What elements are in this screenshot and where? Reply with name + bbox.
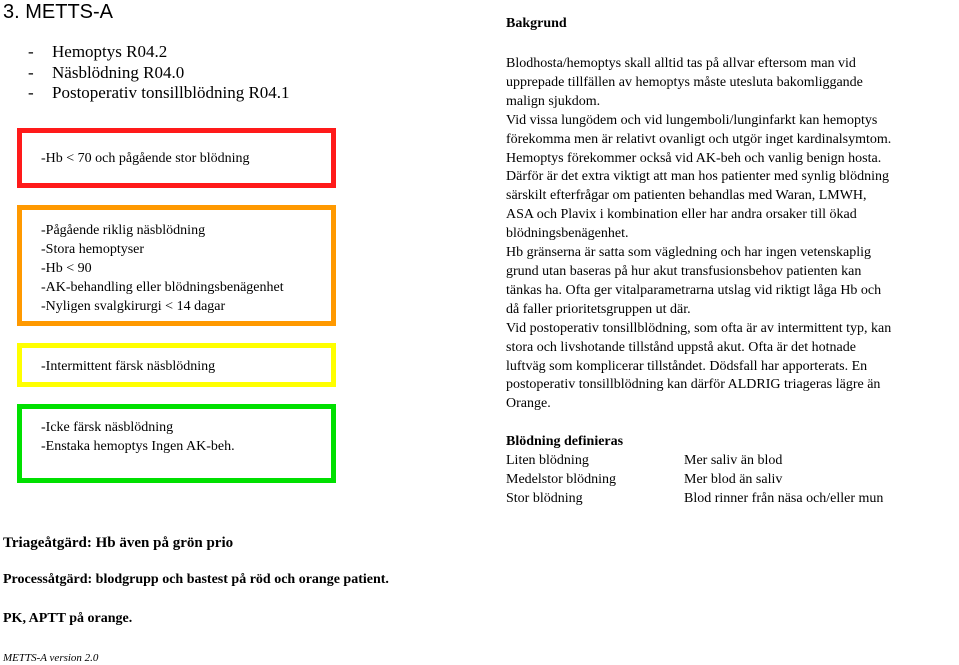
diagnosis-item — [28, 83, 290, 104]
background-line: malign sjukdom. — [506, 93, 601, 109]
section-title: 3. METTS-A — [3, 1, 114, 23]
background-line: grund utan baseras på hur akut transfusionsbehov patienten kan — [506, 263, 862, 279]
red-criterion: -Hb < 70 och pågående stor blödning — [41, 151, 250, 166]
definition-row — [506, 470, 883, 489]
definition-row — [506, 451, 883, 470]
background-line: Därför är det extra viktigt att man hos patienter med synlig blödning — [506, 169, 889, 185]
background-line: ASA och Plavix i kombination eller har andra orsaker till ökad — [506, 207, 857, 223]
background-line: Vid postoperativ tonsillblödning, som ofta är av intermittent typ, kan — [506, 320, 892, 336]
background-line: Hb gränserna är satta som vägledning och har ingen vetenskaplig — [506, 245, 872, 261]
diagnosis-item — [28, 63, 290, 84]
footer-version: METTS-A version 2.0 — [3, 652, 99, 664]
background-line: då faller prioritetsgruppen ut där. — [506, 301, 691, 317]
diagnosis-list — [28, 42, 290, 104]
list-dash: - — [28, 42, 34, 61]
definition-term: Stor blödning — [506, 491, 583, 506]
definition-text: Mer saliv än blod — [684, 453, 783, 468]
diagnosis-label: Näsblödning R04.0 — [52, 62, 185, 82]
background-line: tänkas ha. Ofta ger vitalparametrarna utslag vid riktigt låga Hb och — [506, 282, 882, 298]
background-line: särskilt efterfrågar om patienten behandlas med Waran, LMWH, — [506, 188, 867, 204]
diagnosis-item — [28, 42, 290, 63]
background-line: Blodhosta/hemoptys skall alltid tas på allvar eftersom man vid — [506, 56, 856, 71]
orange-criterion: -Nyligen svalgkirurgi < 14 dagar — [41, 299, 226, 314]
background-line: luftväg som komplicerar tillståndet. Dödsfall har apporterats. En — [506, 358, 868, 374]
bleeding-definitions-table — [506, 451, 883, 508]
triage-box-yellow — [17, 343, 336, 387]
orange-criterion: -Hb < 90 — [41, 261, 92, 276]
green-criterion: -Icke färsk näsblödning — [41, 420, 174, 435]
orange-criterion: -AK-behandling eller blödningsbenägenhet — [41, 280, 284, 295]
pk-aptt-note: PK, APTT på orange. — [3, 611, 133, 626]
orange-criterion: -Stora hemoptyser — [41, 242, 145, 257]
background-line: stora och livshotande tillstånd uppstå akut. Ofta är det hotnade — [506, 339, 856, 355]
bleeding-definitions-heading: Blödning definieras — [506, 434, 624, 449]
yellow-criterion: -Intermittent färsk näsblödning — [41, 359, 216, 374]
triage-action: Triageåtgärd: Hb även på grön prio — [3, 535, 234, 551]
background-line: förekomma men är relativt ovanligt och utgör inget kardinalsymtom. — [506, 131, 892, 147]
background-heading: Bakgrund — [506, 16, 567, 31]
definition-term: Medelstor blödning — [506, 472, 617, 487]
background-line: blödningsbenägenhet. — [506, 226, 629, 242]
diagnosis-label: Postoperativ tonsillblödning R04.1 — [52, 83, 290, 102]
list-dash: - — [28, 62, 34, 82]
triage-box-green — [17, 404, 336, 483]
background-text — [506, 55, 958, 414]
green-criterion: -Enstaka hemoptys Ingen AK-beh. — [41, 439, 235, 454]
definition-text: Blod rinner från näsa och/eller mun — [684, 491, 884, 506]
triage-box-red — [17, 128, 336, 188]
list-dash: - — [28, 83, 34, 102]
definition-term: Liten blödning — [506, 453, 589, 468]
diagnosis-label: Hemoptys R04.2 — [52, 42, 168, 61]
background-line: Hemoptys förekommer också vid AK-beh och vanlig benign hosta. — [506, 150, 882, 166]
background-line: postoperativ tonsillblödning kan därför ALDRIG triageras lägre än — [506, 377, 881, 393]
definition-row — [506, 489, 883, 508]
triage-box-orange — [17, 205, 336, 326]
process-action: Processåtgärd: blodgrupp och bastest på röd och orange patient. — [3, 572, 389, 587]
background-line: Vid vissa lungödem och vid lungemboli/lunginfarkt kan hemoptys — [506, 112, 878, 128]
background-line: Orange. — [506, 396, 551, 412]
background-line: upprepade tillfällen av hemoptys måste utesluta bakomliggande — [506, 74, 863, 90]
definition-text: Mer blod än saliv — [684, 472, 783, 487]
orange-criterion: -Pågående riklig näsblödning — [41, 223, 206, 238]
